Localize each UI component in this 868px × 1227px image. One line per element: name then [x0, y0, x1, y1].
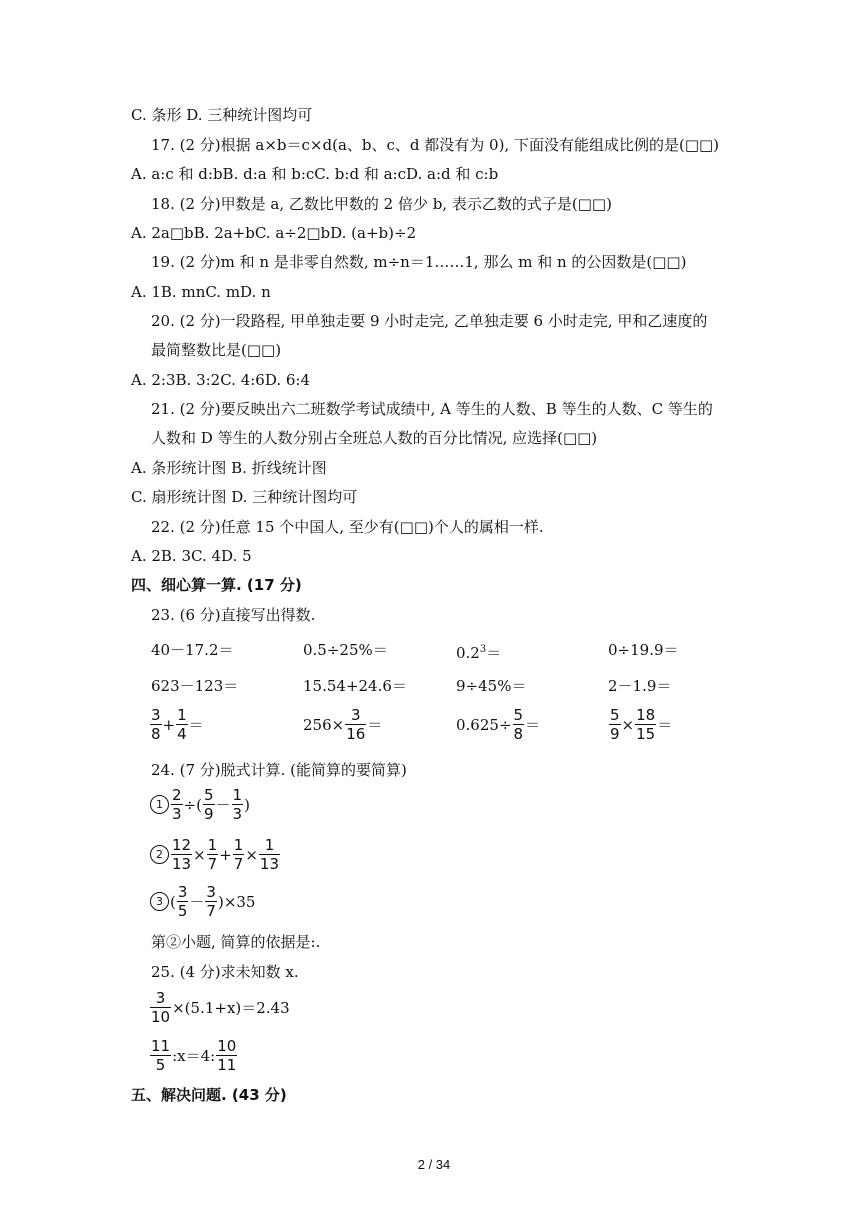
question-24: 24. (7 分)脱式计算. (能简算的要简算)	[151, 761, 407, 779]
question-20: 20. (2 分)一段路程, 甲单独走要 9 小时走完, 乙单独走要 6 小时走完, 甲和乙速度的	[151, 312, 708, 330]
calc-item: 2－1.9＝	[608, 677, 672, 695]
question-21-cont: 人数和 D 等生的人数分别占全班总人数的百分比情况, 应选择(□□)	[151, 429, 598, 447]
circled-number: 2	[150, 845, 169, 864]
fraction: $\frac{1}{13}$	[259, 836, 280, 873]
calc-item: 0÷19.9＝	[608, 641, 679, 659]
options-17: A. a:c 和 d:bB. d:a 和 b:cC. b:d 和 a:cD. a:d 和 c:b	[131, 165, 499, 183]
equation-2: $\frac{11}{5}$ :x＝4: $\frac{10}{11}$	[151, 1037, 237, 1074]
fraction: $\frac{5}{9}$	[610, 706, 620, 743]
fraction: $\frac{2}{3}$	[172, 786, 182, 823]
question-23: 23. (6 分)直接写出得数.	[151, 606, 316, 624]
options-21b: C. 扇形统计图 D. 三种统计图均可	[131, 488, 358, 506]
fraction: $\frac{1}{3}$	[232, 786, 243, 823]
calc-item-fraction: 256× $\frac{3}{16}$ ＝	[303, 706, 383, 743]
fraction: $\frac{3}{10}$	[151, 989, 171, 1026]
circled-number: 3	[150, 892, 169, 911]
equation-1: $\frac{3}{10}$ ×(5.1+x)＝2.43	[151, 989, 290, 1026]
expression-1: 1 $\frac{2}{3}$ ÷( $\frac{5}{9}$ － $\frac{1}{3}$ )	[150, 786, 250, 823]
circled-number: 1	[150, 795, 169, 814]
page-number: 2 / 34	[417, 1157, 451, 1172]
fraction: $\frac{5}{8}$	[513, 706, 524, 743]
note-line: 第②小题, 简算的依据是:.	[151, 933, 321, 951]
fraction: $\frac{1}{4}$	[177, 706, 187, 743]
calc-item-fraction: $\frac{5}{9}$ × $\frac{18}{15}$ ＝	[610, 706, 673, 743]
section-heading-4: 四、细心算一算. (17 分)	[131, 576, 302, 594]
fraction: $\frac{18}{15}$	[636, 706, 656, 743]
question-22: 22. (2 分)任意 15 个中国人, 至少有(□□)个人的属相一样.	[151, 518, 544, 536]
options-21a: A. 条形统计图 B. 折线统计图	[131, 459, 327, 477]
calc-item-fraction: 0.625÷ $\frac{5}{8}$ ＝	[456, 706, 541, 743]
fraction: $\frac{5}{9}$	[203, 786, 214, 823]
expression-3: 3 ( $\frac{3}{5}$ － $\frac{3}{7}$ )×35	[150, 883, 255, 920]
expression-2: 2 $\frac{12}{13}$ × $\frac{1}{7}$ + $\frac{1}{7}$ × $\frac{1}{13}$	[150, 836, 281, 873]
section-heading-5: 五、解决问题. (43 分)	[131, 1086, 287, 1104]
question-19: 19. (2 分)m 和 n 是非零自然数, m÷n＝1……1, 那么 m 和 n 的公因数是(□□)	[151, 253, 687, 271]
options-18: A. 2a□bB. 2a+bC. a÷2□bD. (a+b)÷2	[131, 224, 417, 242]
options-20: A. 2:3B. 3:2C. 4:6D. 6:4	[131, 371, 310, 389]
fraction: $\frac{3}{7}$	[206, 883, 216, 920]
calc-item: 15.54+24.6＝	[303, 677, 407, 695]
question-17: 17. (2 分)根据 a×b＝c×d(a、b、c、d 都没有为 0), 下面没有能组成比例的是(□□)	[151, 136, 720, 154]
fraction: $\frac{3}{8}$	[151, 706, 161, 743]
text-line: C. 条形 D. 三种统计图均可	[131, 106, 313, 124]
calc-item: 0.5÷25%＝	[303, 641, 388, 659]
fraction: $\frac{12}{13}$	[172, 836, 192, 873]
calc-item: 40－17.2＝	[151, 641, 234, 659]
question-20-cont: 最简整数比是(□□)	[151, 341, 282, 359]
options-19: A. 1B. mnC. mD. n	[131, 283, 271, 301]
fraction: $\frac{3}{5}$	[177, 883, 188, 920]
fraction: $\frac{1}{7}$	[207, 836, 218, 873]
options-22: A. 2B. 3C. 4D. 5	[131, 547, 252, 565]
fraction: $\frac{10}{11}$	[217, 1037, 237, 1074]
calc-item: 9÷45%＝	[456, 677, 527, 695]
question-25: 25. (4 分)求未知数 x.	[151, 963, 299, 981]
calc-item: 623－123＝	[151, 677, 239, 695]
calc-item-fraction: $\frac{3}{8}$ + $\frac{1}{4}$ ＝	[151, 706, 204, 743]
fraction: $\frac{11}{5}$	[151, 1037, 171, 1074]
fraction: $\frac{1}{7}$	[233, 836, 244, 873]
question-18: 18. (2 分)甲数是 a, 乙数比甲数的 2 倍少 b, 表示乙数的式子是(□□)	[151, 195, 612, 213]
calc-item: $0.2^3=$	[456, 644, 502, 662]
question-21: 21. (2 分)要反映出六二班数学考试成绩中, A 等生的人数、B 等生的人数、C 等生的	[151, 400, 713, 418]
fraction: $\frac{3}{16}$	[346, 706, 366, 743]
